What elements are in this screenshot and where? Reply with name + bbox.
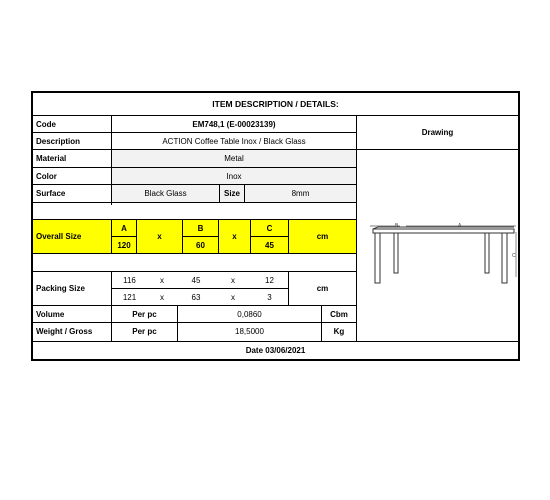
color-label: Color [36,171,57,181]
overall-b-header: B [183,220,218,236]
packing-size-label: Packing Size [36,284,85,293]
drawing-dim-c: C [512,253,516,259]
material-label: Material [36,154,67,163]
overall-a-header: A [112,220,136,236]
description-label: Description [36,136,81,146]
volume-per: Per pc [132,309,157,319]
overall-x-2: x [219,220,250,253]
size-value: 8mm [245,185,356,202]
volume-value: 0,0860 [237,309,262,319]
overall-x-1: x [137,220,182,253]
description-value: ACTION Coffee Table Inox / Black Glass [162,136,306,146]
code-value: EM748,1 (E-00023139) [192,119,276,129]
packing-row1-b: 45 [191,275,201,285]
packing-row1-x1: x [160,275,164,285]
date-text: Date 03/06/2021 [245,346,306,355]
overall-size-label: Overall Size [33,220,111,253]
drawing-dim-b: B [395,223,399,229]
packing-row2-b: 63 [191,292,201,302]
material-value: Metal [112,150,356,167]
packing-row2-c: 3 [267,292,272,302]
weight-unit: Kg [333,327,345,336]
packing-row1-c: 12 [265,275,274,285]
drawing-dim-a: A [458,223,462,229]
weight-label: Weight / Gross [36,327,93,336]
packing-row2-x1: x [160,292,164,302]
code-label: Code [36,119,56,129]
overall-b-value: 60 [183,237,218,253]
sheet-title: ITEM DESCRIPTION / DETAILS: [212,98,339,109]
surface-value: Black Glass [112,185,219,202]
table-drawing [356,219,518,287]
color-value: Inox [112,168,356,184]
drawing-label: Drawing [421,128,454,137]
packing-row2-a: 121 [122,292,137,302]
size-label: Size [220,185,244,202]
packing-row2-x2: x [231,292,235,302]
packing-row1-x2: x [231,275,235,285]
packing-row1-a: 116 [123,275,136,285]
overall-c-header: C [251,220,288,236]
surface-label: Surface [36,189,66,198]
volume-label: Volume [36,309,65,319]
overall-c-value: 45 [251,237,288,253]
weight-per: Per pc [132,327,157,336]
overall-a-value: 120 [112,237,136,253]
overall-unit: cm [289,220,356,253]
packing-unit: cm [316,284,329,293]
volume-unit: Cbm [330,309,348,319]
weight-value: 18,5000 [235,327,264,336]
